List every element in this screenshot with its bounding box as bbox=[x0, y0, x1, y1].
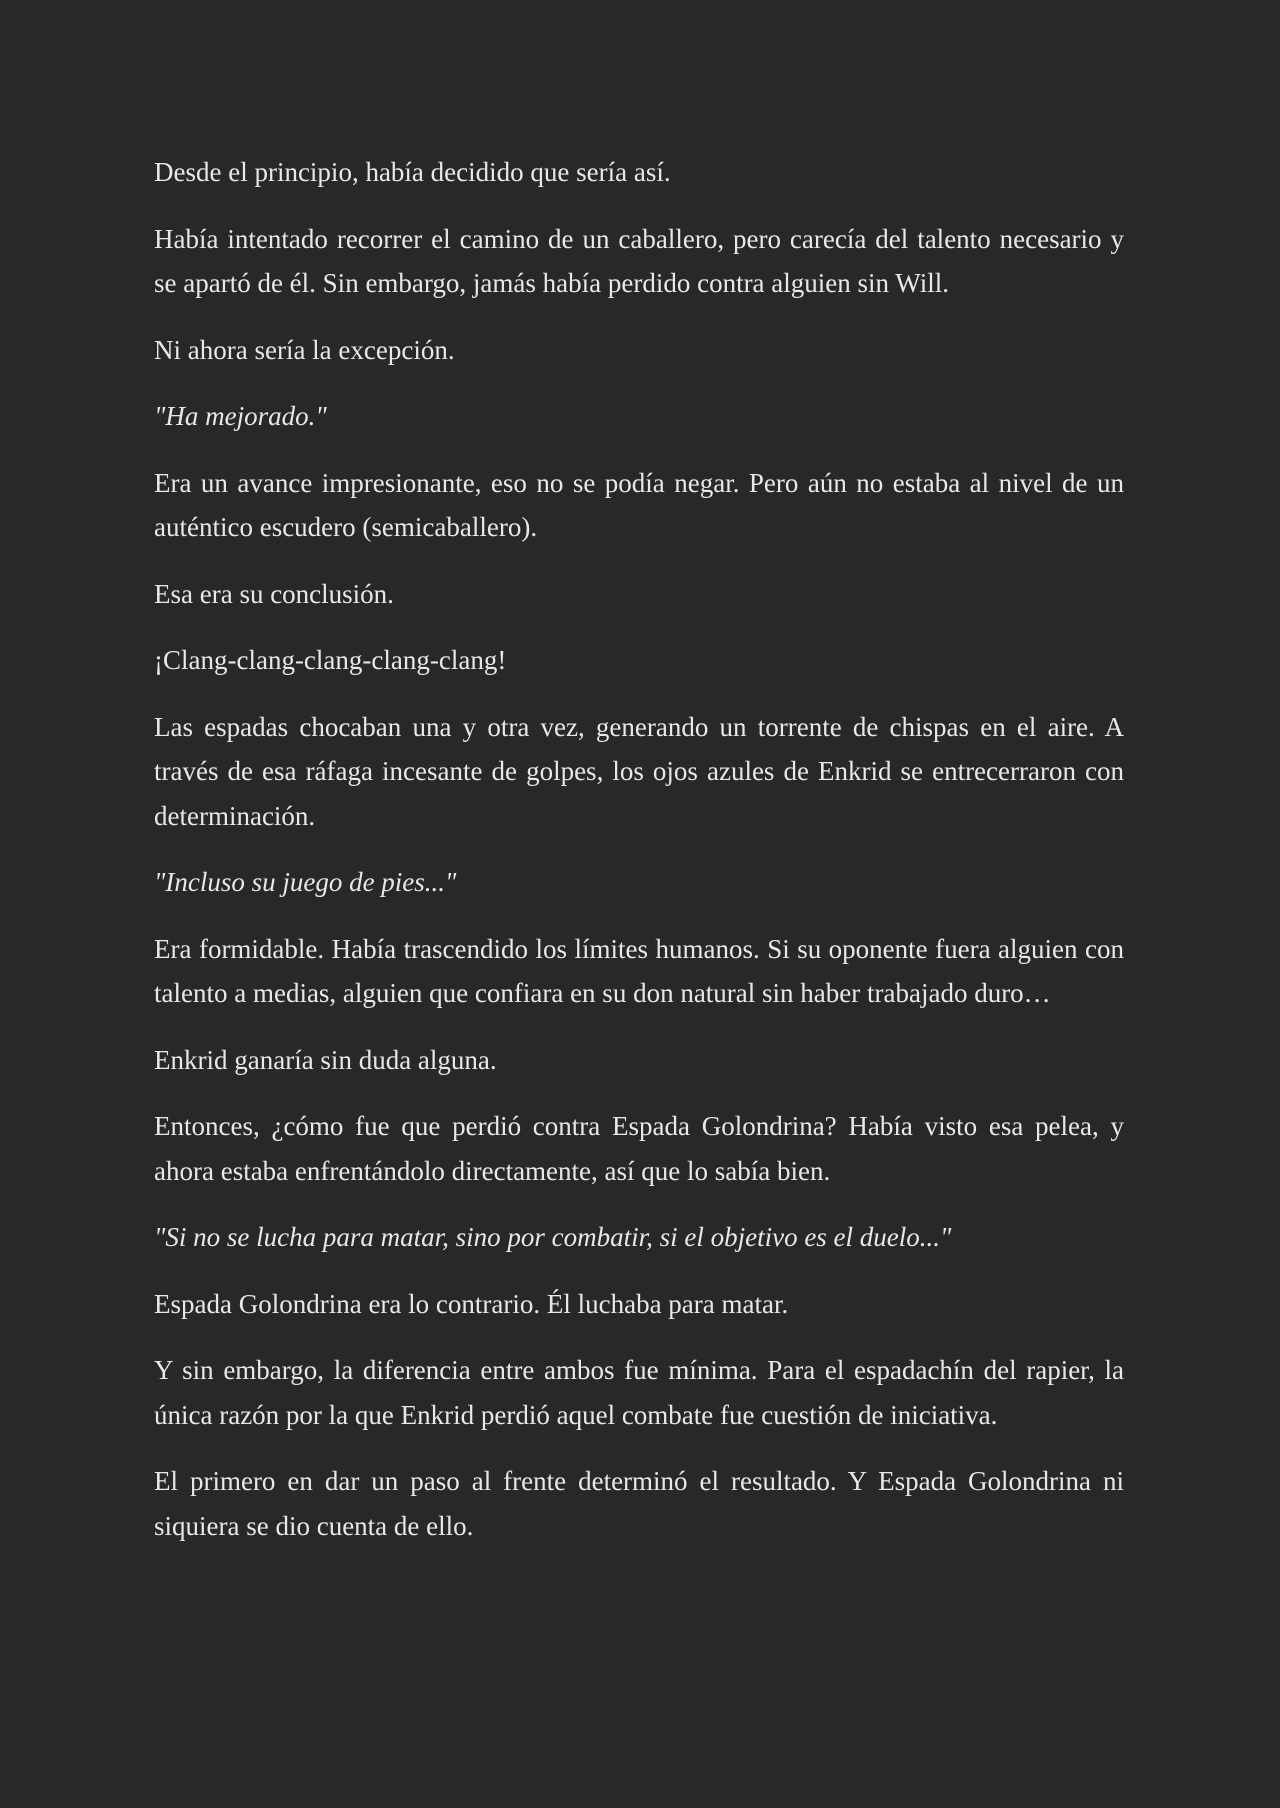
paragraph-16: El primero en dar un paso al frente determinó el resultado. Y Espada Golondrina ni siquiera se dio cuenta de ello. bbox=[154, 1466, 1124, 1541]
paragraph-9-thought: "Incluso su juego de pies..." bbox=[154, 867, 457, 897]
paragraph-11: Enkrid ganaría sin duda alguna. bbox=[154, 1044, 497, 1075]
document-body bbox=[154, 150, 1124, 1570]
paragraph-3: Ni ahora sería la excepción. bbox=[154, 334, 455, 365]
paragraph-1: Desde el principio, había decidido que sería así. bbox=[154, 157, 671, 187]
paragraph-8: Las espadas chocaban una y otra vez, generando un torrente de chispas en el aire. A través de esa ráfaga incesante de golpes, los ojos azules de Enkrid se entrecerraron con determinación. bbox=[154, 711, 1124, 831]
paragraph-14: Espada Golondrina era lo contrario. Él luchaba para matar. bbox=[154, 1288, 789, 1319]
paragraph-13-thought: "Si no se lucha para matar, sino por combatir, si el objetivo es el duelo..." bbox=[154, 1222, 952, 1252]
paragraph-2: Había intentado recorrer el camino de un caballero, pero carecía del talento necesario y se apartó de él. Sin embargo, jamás había perdido contra alguien sin Will. bbox=[154, 223, 1124, 298]
paragraph-6: Esa era su conclusión. bbox=[154, 578, 394, 609]
paragraph-12: Entonces, ¿cómo fue que perdió contra Espada Golondrina? Había visto esa pelea, y ahora estaba enfrentándolo directamente, así que lo sabía bien. bbox=[154, 1111, 1124, 1186]
paragraph-10: Era formidable. Había trascendido los límites humanos. Si su oponente fuera alguien con talento a medias, alguien que confiara en su don natural sin haber trabajado duro… bbox=[154, 933, 1124, 1008]
paragraph-7-sound: ¡Clang-clang-clang-clang-clang! bbox=[154, 645, 507, 675]
paragraph-4-thought: "Ha mejorado." bbox=[154, 401, 327, 431]
paragraph-15: Y sin embargo, la diferencia entre ambos fue mínima. Para el espadachín del rapier, la única razón por la que Enkrid perdió aquel combate fue cuestión de iniciativa. bbox=[154, 1355, 1124, 1430]
paragraph-5: Era un avance impresionante, eso no se podía negar. Pero aún no estaba al nivel de un auténtico escudero (semicaballero). bbox=[154, 467, 1124, 542]
